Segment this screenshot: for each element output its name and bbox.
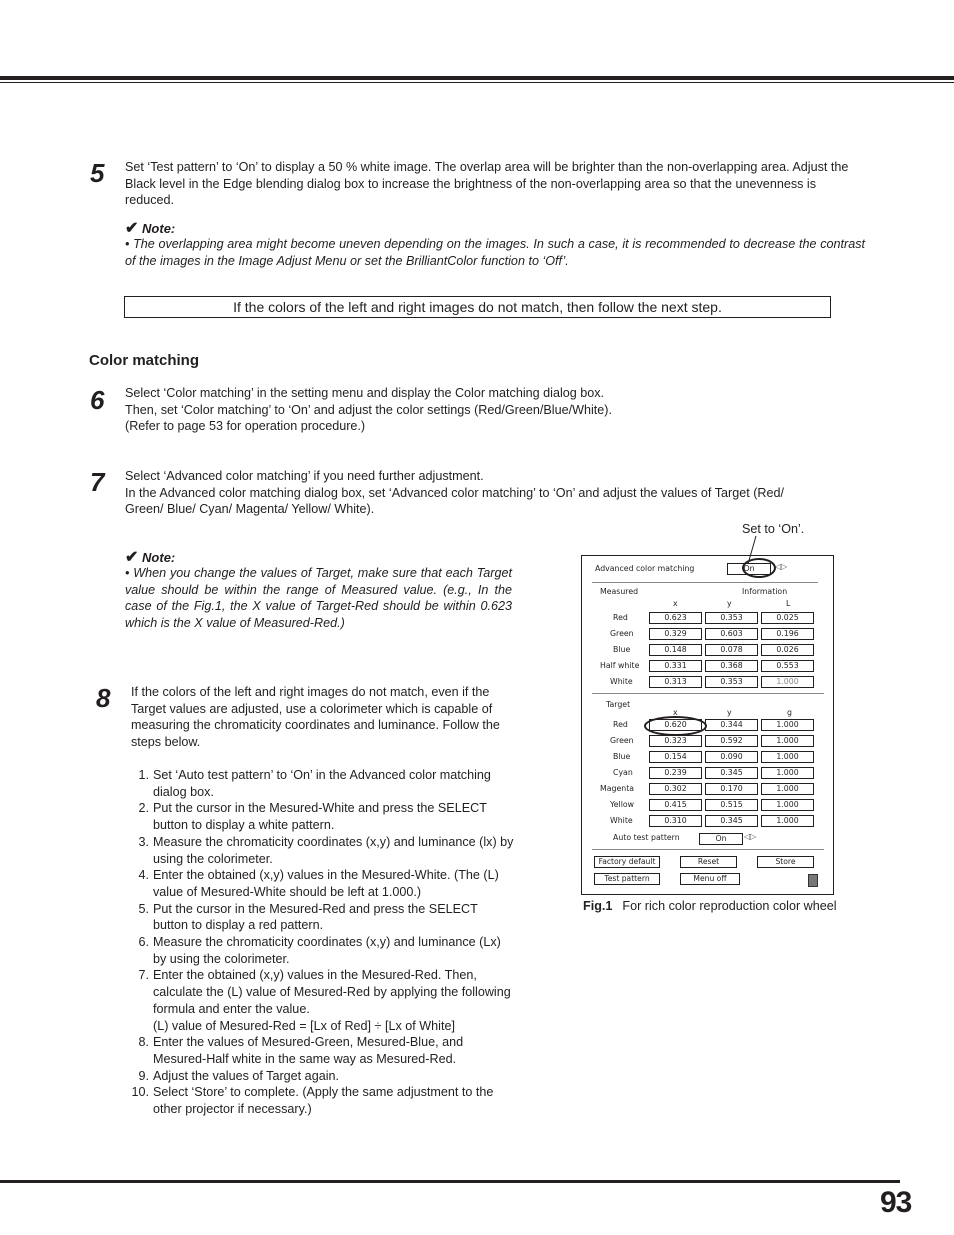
- highlight-circle-target-red-x: [644, 716, 707, 736]
- measured-label: Measured: [600, 587, 639, 596]
- step-8-item-number: 1.: [138, 768, 149, 782]
- target_rows-row-label: Red: [613, 720, 628, 729]
- step-5-note-heading: [125, 218, 175, 238]
- dialog-title: Advanced color matching: [595, 564, 695, 573]
- figure-caption: [583, 899, 837, 913]
- step-8-item: [131, 1068, 514, 1085]
- step-8-item: [131, 767, 514, 800]
- step-5-note-text: • The overlapping area might become uneven depending on the images. In such a case, it is recommended to decrease the contrast of the images in the Image Adjust Menu or set the BrilliantColor function to ‘Off’.: [125, 237, 865, 268]
- step-8-item-number: 2.: [138, 801, 149, 816]
- step-8-item-text: Measure the chromaticity coordinates (x,y) and luminance (Lx) by using the colorimeter.: [153, 935, 501, 966]
- target_rows-row-label: Cyan: [613, 768, 633, 777]
- target_rows-row-label: Blue: [613, 752, 631, 761]
- measured_rows-cell-x[interactable]: 0.313: [649, 676, 702, 688]
- page-number: 93: [880, 1186, 912, 1219]
- step-8-item-number: 10.: [131, 1085, 149, 1100]
- target_rows-cell-x[interactable]: 0.620: [649, 719, 702, 731]
- section-title: Color matching: [89, 352, 200, 369]
- measured_rows-row-label: Half white: [600, 661, 640, 670]
- footer-rule: [0, 1180, 900, 1183]
- step-6-number: 6: [90, 385, 105, 415]
- target_rows-cell-v[interactable]: 1.000: [761, 719, 814, 731]
- measured_rows-row-label: Green: [610, 629, 634, 638]
- measured_rows-cell-x[interactable]: 0.331: [649, 660, 702, 672]
- step-8-item: [131, 967, 514, 1017]
- step-8-item-text: Enter the obtained (x,y) values in the Mesured-White. (The (L) value of Mesured-White should be left at 1.000.): [153, 868, 499, 899]
- advanced-color-matching-value[interactable]: On: [727, 563, 771, 575]
- step-8-list: [131, 767, 514, 1118]
- step-8-item-text: Set ‘Auto test pattern’ to ‘On’ in the Advanced color matching dialog box.: [153, 768, 491, 799]
- step-8-item-text: Select ‘Store’ to complete. (Apply the same adjustment to the other projector if necessary.): [153, 1085, 494, 1117]
- step-8-item-number: 3.: [138, 834, 149, 849]
- step-8-item-text: (L) value of Mesured-Red = [Lx of Red] ÷ [Lx of White]: [153, 1018, 455, 1033]
- left-right-arrows-icon[interactable]: ◁▷: [744, 832, 757, 841]
- step-7-line: Select ‘Advanced color matching’ if you need further adjustment.: [125, 469, 484, 483]
- measured_rows-cell-y[interactable]: 0.353: [705, 612, 758, 624]
- target_rows-cell-v[interactable]: 1.000: [761, 767, 814, 779]
- test-pattern-button[interactable]: Test pattern: [594, 873, 660, 885]
- step-8-items: [131, 767, 514, 1118]
- step-7-note-heading: [125, 547, 175, 567]
- step-8-number: 8: [96, 683, 111, 713]
- target-col-x: x: [673, 708, 678, 717]
- figure-label: Fig.1: [583, 899, 613, 913]
- measured_rows-cell-y[interactable]: 0.078: [705, 644, 758, 656]
- measured_rows-cell-v[interactable]: 0.026: [761, 644, 814, 656]
- checkmark-icon: ✔: [125, 549, 139, 566]
- divider: [592, 693, 824, 694]
- target_rows-cell-y[interactable]: 0.345: [705, 767, 758, 779]
- measured_rows-cell-v[interactable]: 0.025: [761, 612, 814, 624]
- step-8-item: [131, 1018, 514, 1035]
- step-8-item: [131, 1084, 514, 1117]
- measured_rows-row-label: Blue: [613, 645, 631, 654]
- target_rows-cell-v[interactable]: 1.000: [761, 751, 814, 763]
- target_rows-cell-y[interactable]: 0.344: [705, 719, 758, 731]
- step-8-intro: If the colors of the left and right images do not match, even if the Target values are adjusted, use a colorimeter which is capable of measuring the chromaticity coordinates and luminance. Follow the steps below.: [131, 685, 500, 749]
- target-col-y: y: [727, 708, 732, 717]
- step-6-line: (Refer to page 53 for operation procedure.): [125, 419, 366, 434]
- divider: [592, 849, 824, 850]
- measured_rows-cell-y[interactable]: 0.603: [705, 628, 758, 640]
- auto-test-pattern-label: Auto test pattern: [613, 833, 680, 842]
- target-label: Target: [606, 700, 631, 709]
- target_rows-cell-y[interactable]: 0.345: [705, 815, 758, 827]
- target_rows-row-label: White: [610, 816, 633, 825]
- target_rows-cell-y[interactable]: 0.515: [705, 799, 758, 811]
- target_rows-cell-v[interactable]: 1.000: [761, 799, 814, 811]
- step-8-item: [131, 867, 514, 900]
- note-title: Note:: [142, 221, 176, 236]
- target_rows-cell-x[interactable]: 0.302: [649, 783, 702, 795]
- target_rows-cell-v[interactable]: 1.000: [761, 815, 814, 827]
- step-8-item: [131, 901, 514, 934]
- step-8-item-text: Enter the obtained (x,y) values in the Mesured-Red. Then, calculate the (L) value of Mesured-Red by applying the following formula and enter the value.: [153, 968, 511, 1016]
- step-8-item-number: 6.: [138, 935, 149, 950]
- target-col-g: g: [787, 708, 792, 717]
- step-8-item-text: Adjust the values of Target again.: [153, 1068, 339, 1083]
- step-5-text: Set ‘Test pattern’ to ‘On’ to display a 50 % white image. The overlap area will be brighter than the non-overlapping area. Adjust the Black level in the Edge blending dialog box to increase the brightness of the non-overlapping area so that the unevenness is reduced.: [125, 160, 849, 208]
- target_rows-cell-x[interactable]: 0.154: [649, 751, 702, 763]
- step-8-item-text: Measure the chromaticity coordinates (x,y) and luminance (lx) by using the colorimeter.: [153, 834, 514, 866]
- step-8-item: [131, 800, 514, 833]
- note-title: Note:: [142, 550, 176, 565]
- figure-caption-text: For rich color reproduction color wheel: [622, 899, 837, 913]
- target_rows-cell-x[interactable]: 0.323: [649, 735, 702, 747]
- step-6-line: Select ‘Color matching’ in the setting menu and display the Color matching dialog box.: [125, 386, 605, 400]
- menu-off-button[interactable]: Menu off: [680, 873, 740, 885]
- left-right-arrows-icon[interactable]: ◁▷: [775, 562, 788, 571]
- checkmark-icon: ✔: [125, 220, 139, 237]
- target_rows-cell-x[interactable]: 0.239: [649, 767, 702, 779]
- store-button[interactable]: Store: [757, 856, 814, 868]
- target_rows-cell-y[interactable]: 0.592: [705, 735, 758, 747]
- step-8-item-text: Put the cursor in the Mesured-White and press the SELECT button to display a white pattern.: [153, 801, 487, 833]
- step-7-line: Green/ Blue/ Cyan/ Magenta/ Yellow/ White).: [125, 502, 375, 517]
- measured_rows-cell-y[interactable]: 0.368: [705, 660, 758, 672]
- advanced-color-matching-dialog: [581, 555, 834, 895]
- measured_rows-row-label: White: [610, 677, 633, 686]
- step-7-line: In the Advanced color matching dialog box, set ‘Advanced color matching’ to ‘On’ and adjust the values of Target (Red/: [125, 485, 784, 500]
- header-rule: [0, 76, 954, 80]
- target_rows-row-label: Green: [610, 736, 634, 745]
- information-label: Information: [742, 587, 788, 596]
- measured-col-l: L: [786, 599, 791, 608]
- reset-button[interactable]: Reset: [680, 856, 737, 868]
- step-7-text: [125, 468, 905, 518]
- highlight-circle-on: [742, 558, 776, 578]
- step-8-item-number: 4.: [138, 868, 149, 883]
- auto-test-pattern-value[interactable]: On: [699, 833, 743, 845]
- boxed-notice: If the colors of the left and right images do not match, then follow the next step.: [124, 296, 831, 318]
- measured-col-y: y: [727, 599, 732, 608]
- target_rows-cell-y[interactable]: 0.090: [705, 751, 758, 763]
- step-8-item-number: 5.: [138, 901, 149, 916]
- measured_rows-row-label: Red: [613, 613, 628, 622]
- figure-callout: Set to ‘On’.: [742, 522, 805, 536]
- measured_rows-cell-x[interactable]: 0.148: [649, 644, 702, 656]
- target_rows-cell-x[interactable]: 0.415: [649, 799, 702, 811]
- exit-icon[interactable]: [808, 874, 818, 887]
- step-8-item-text: Put the cursor in the Mesured-Red and press the SELECT button to display a red pattern.: [153, 901, 478, 933]
- divider: [592, 582, 818, 583]
- measured_rows-cell-x[interactable]: 0.623: [649, 612, 702, 624]
- step-7-note-text: • When you change the values of Target, make sure that each Target value should be within the range of Measured value. (e.g., In the case of the Fig.1, the X value of Target-Red should be within 0.623 which is the X value of Measured-Red.): [125, 566, 512, 630]
- step-8-item: [131, 1034, 514, 1067]
- measured_rows-cell-y[interactable]: 0.353: [705, 676, 758, 688]
- step-8-item-text: Enter the values of Mesured-Green, Mesured-Blue, and Mesured-Half white in the same way as Mesured-Red.: [153, 1035, 464, 1066]
- step-8-item-number: 7.: [138, 968, 149, 983]
- header-rule-thin: [0, 82, 954, 83]
- step-8-item: [131, 834, 514, 867]
- measured_rows-cell-x[interactable]: 0.329: [649, 628, 702, 640]
- step-8-item-number: 9.: [138, 1068, 149, 1083]
- measured_rows-cell-v[interactable]: 0.196: [761, 628, 814, 640]
- factory-default-button[interactable]: Factory default: [594, 856, 660, 868]
- target_rows-cell-v[interactable]: 1.000: [761, 783, 814, 795]
- measured-col-x: x: [673, 599, 678, 608]
- step-8-item: [131, 934, 514, 967]
- target_rows-row-label: Yellow: [610, 800, 635, 809]
- target_rows-row-label: Magenta: [600, 784, 635, 793]
- target_rows-cell-y[interactable]: 0.170: [705, 783, 758, 795]
- step-7-number: 7: [90, 467, 105, 497]
- measured_rows-cell-v[interactable]: 0.553: [761, 660, 814, 672]
- step-8-item-number: 8.: [138, 1035, 149, 1050]
- target_rows-cell-v[interactable]: 1.000: [761, 735, 814, 747]
- step-6-text: [125, 385, 885, 435]
- measured_rows-cell-v[interactable]: 1.000: [761, 676, 814, 688]
- target_rows-cell-x[interactable]: 0.310: [649, 815, 702, 827]
- step-6-line: Then, set ‘Color matching’ to ‘On’ and adjust the color settings (Red/Green/Blue/White).: [125, 402, 612, 417]
- step-5-number: 5: [90, 158, 105, 188]
